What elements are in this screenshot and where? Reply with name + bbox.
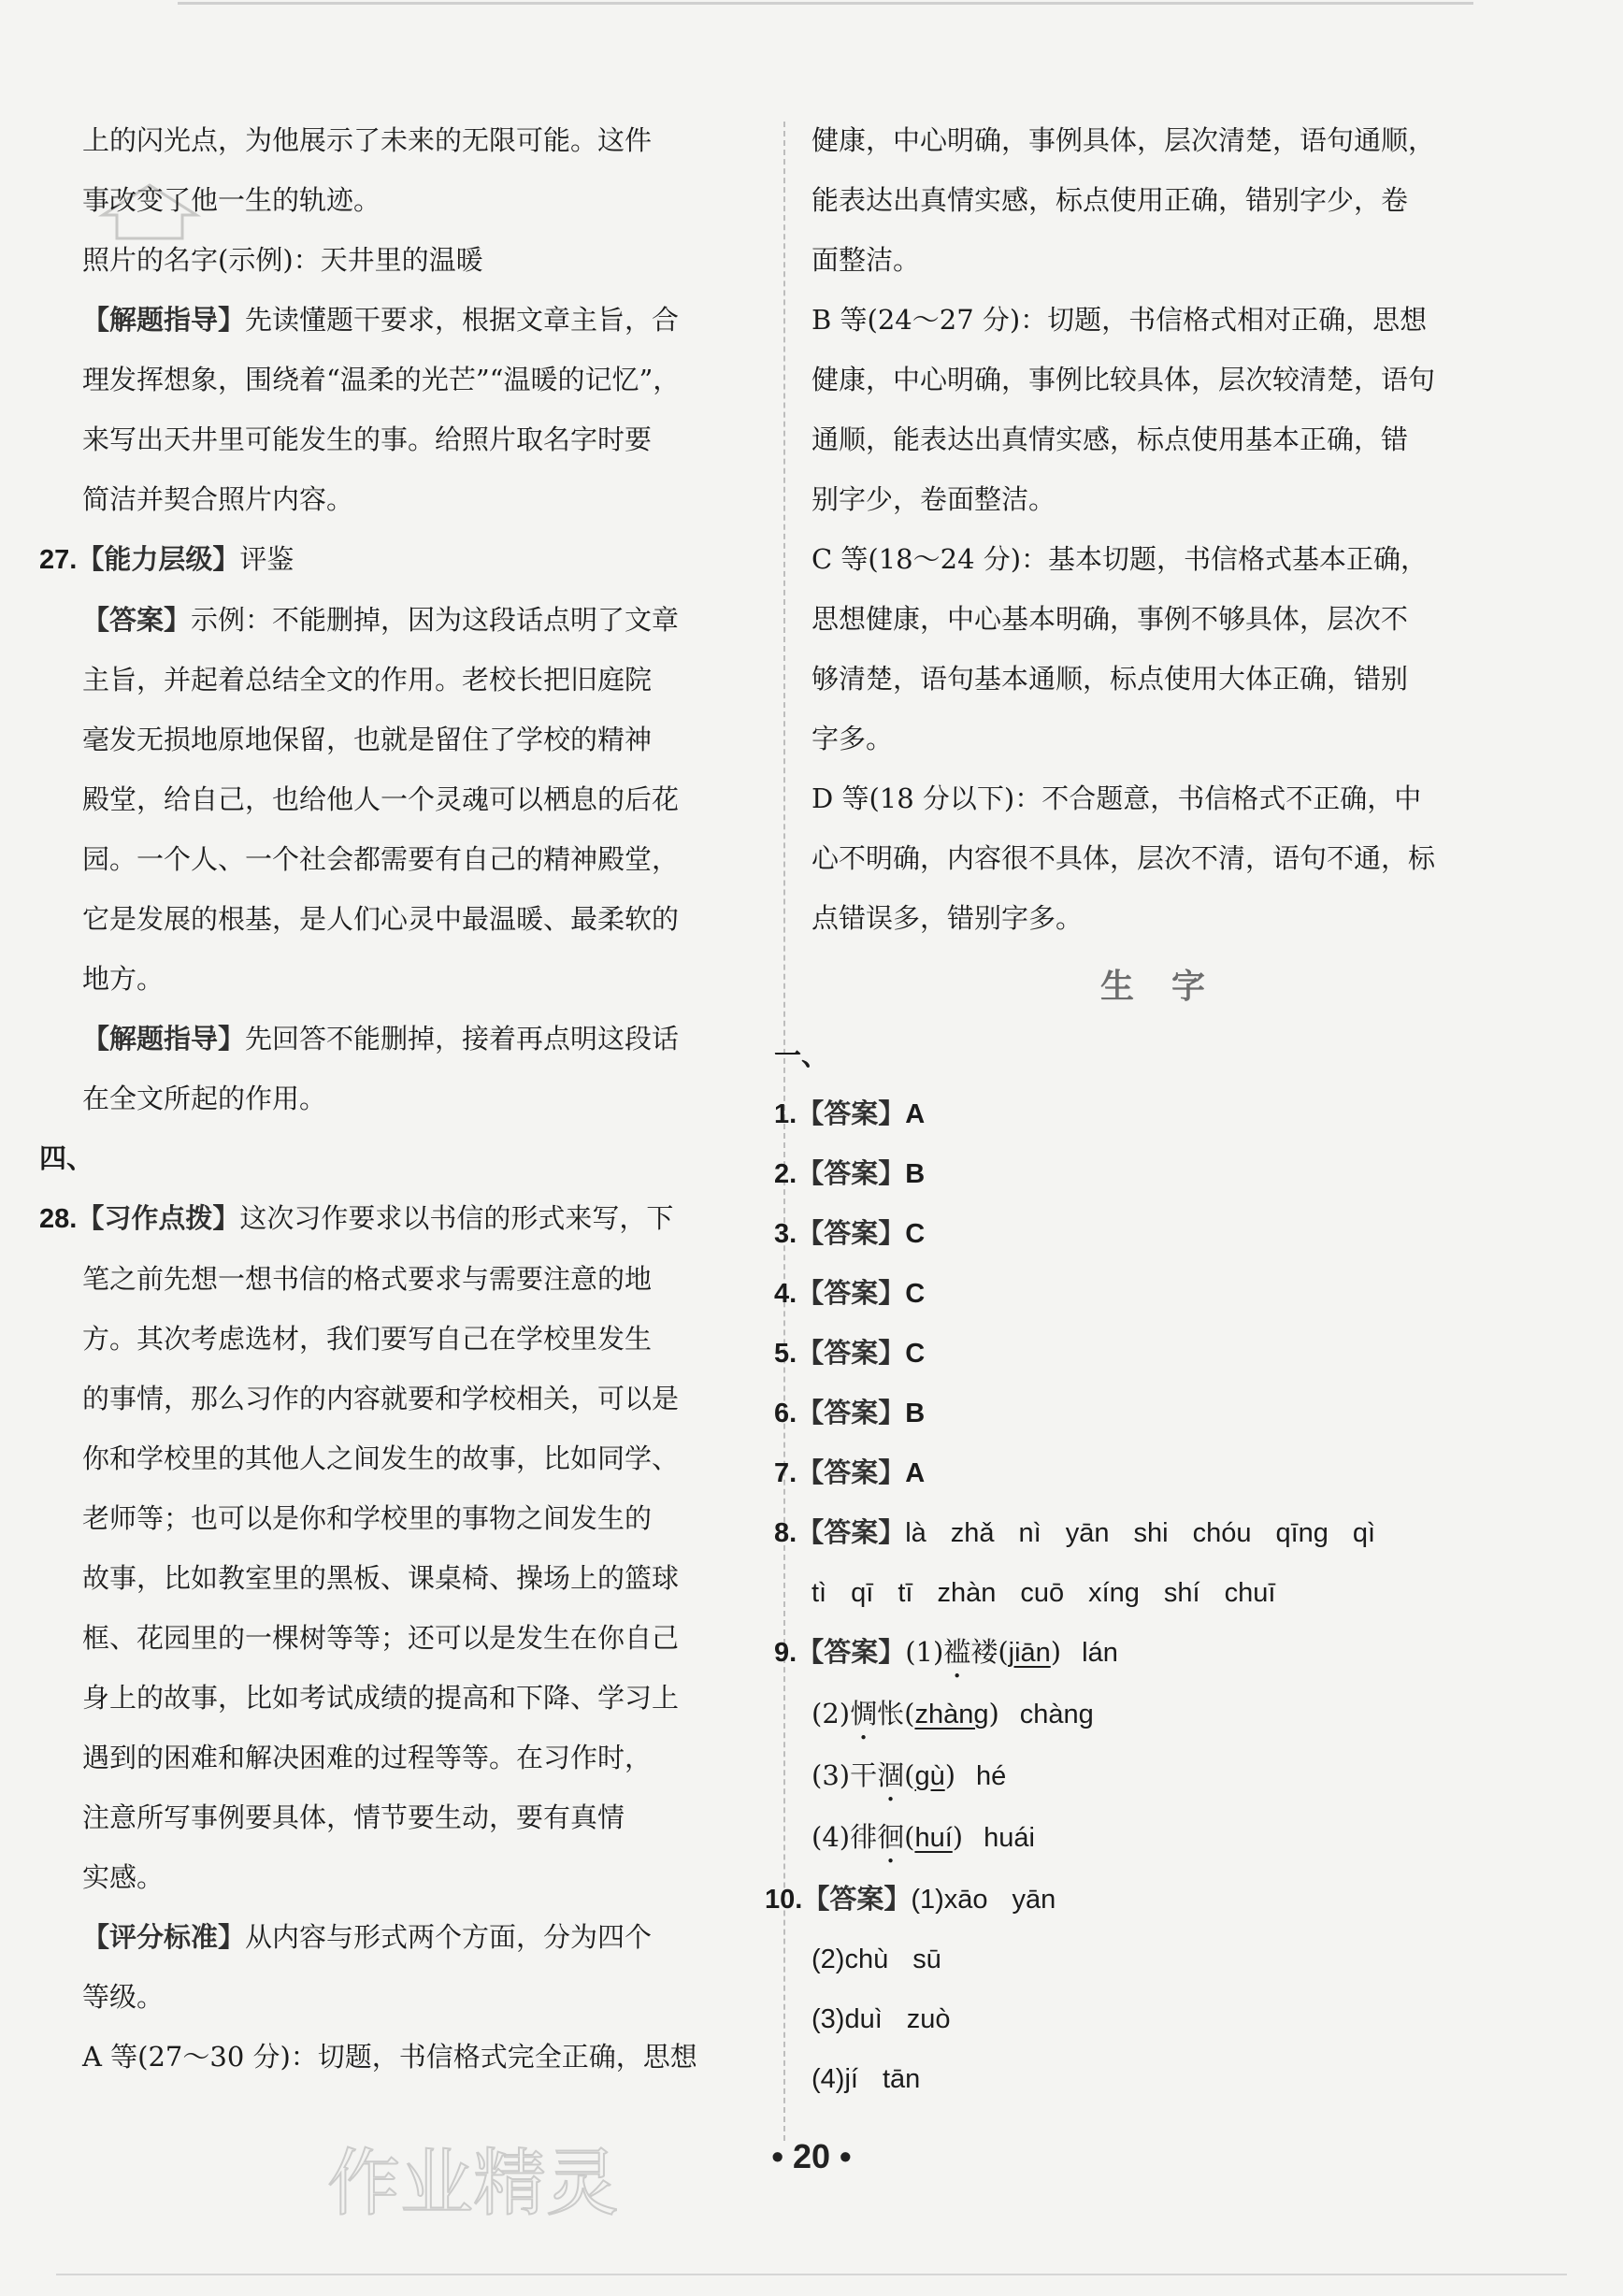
guide-text: 先读懂题干要求，根据文章主旨，合 — [245, 304, 680, 336]
answer-tag: 【答案】 — [797, 1636, 906, 1668]
pinyin: qì — [1352, 1518, 1376, 1548]
answer-row — [774, 1384, 1494, 1443]
text-line: 来写出天井里可能发生的事。给照片取名字时要 — [82, 423, 653, 455]
pinyin: tì — [812, 1578, 827, 1608]
pinyin: qīng — [1275, 1518, 1329, 1548]
grade-b-line: B 等(24～27 分)：切题，书信格式相对正确，思想 — [812, 304, 1428, 336]
guide-tag: 【解题指导】 — [82, 1023, 246, 1055]
pinyin: cuō — [1020, 1578, 1065, 1608]
watermark-logo — [318, 2122, 617, 2234]
text-line: 主旨，并起着总结全文的作用。老校长把旧庭院 — [82, 664, 653, 696]
text-line: 别字少，卷面整洁。 — [812, 483, 1056, 515]
answer-tag: 【答案】 — [797, 1217, 906, 1249]
text-line: 的事情，那么习作的内容就要和学校相关，可以是 — [82, 1383, 680, 1414]
text-line: 字多。 — [812, 723, 894, 754]
grade-d-line: D 等(18 分以下)：不合题意，书信格式不正确，中 — [812, 782, 1422, 814]
text-line: 理发挥想象，围绕着“温柔的光芒”“温暖的记忆”， — [82, 364, 681, 395]
question-number: 8. — [774, 1518, 797, 1548]
question-number: 6. — [774, 1399, 797, 1428]
text-line: 点错误多，错别字多。 — [812, 902, 1084, 934]
section-title: 生字 — [1099, 968, 1242, 1006]
pinyin-wrong: gù — [914, 1761, 945, 1791]
text-line: 遇到的困难和解决困难的过程等等。在习作时， — [82, 1742, 653, 1773]
text-line: 简洁并契合照片内容。 — [82, 483, 354, 515]
text-line: 它是发展的根基，是人们心灵中最温暖、最柔软的 — [82, 903, 680, 935]
answer-text: 示例：不能删掉，因为这段话点明了文章 — [191, 604, 680, 636]
marked-char: 徊( — [877, 1821, 915, 1853]
pinyin: shi — [1133, 1518, 1169, 1548]
answer-tag: 【答案】 — [82, 604, 192, 636]
answers-list — [774, 1084, 1494, 1503]
pinyin-wrong: huí — [914, 1823, 953, 1853]
grading-text: 从内容与形式两个方面，分为四个 — [245, 1921, 653, 1953]
answer-row — [774, 1264, 1494, 1324]
ability-tag: 【能力层级】 — [77, 543, 240, 575]
pinyin-answer: yān — [1012, 1885, 1056, 1915]
pinyin-answer: (2)chù — [812, 1944, 889, 1974]
guide-text: 先回答不能删掉，接着再点明这段话 — [245, 1023, 680, 1055]
pinyin-answer: sū — [912, 1944, 941, 1974]
answer-row — [774, 1443, 1494, 1503]
text-line: 健康，中心明确，事例比较具体，层次较清楚，语句 — [812, 364, 1436, 395]
grading-tag: 【评分标准】 — [82, 1921, 246, 1953]
pinyin: yān — [1065, 1518, 1110, 1548]
text-line: 园。一个人、一个社会都需要有自己的精神殿堂， — [82, 843, 680, 875]
answer-choice: C — [905, 1219, 926, 1249]
answer-choice: B — [905, 1399, 926, 1428]
answer-choice: C — [905, 1339, 926, 1369]
pinyin: là — [905, 1518, 926, 1548]
pinyin-answer: (4)jí — [812, 2064, 858, 2094]
pinyin-answer: zuò — [906, 2004, 951, 2034]
question-number: 9. — [774, 1638, 797, 1668]
question-number: 3. — [774, 1219, 797, 1249]
question-number: 27. — [39, 545, 78, 575]
question-number: 7. — [774, 1458, 797, 1488]
close-paren: ) — [1050, 1636, 1062, 1668]
word-char: 徘 — [850, 1821, 878, 1853]
text-line: 心不明确，内容很不具体，层次不清，语句不通，标 — [812, 842, 1436, 874]
part-heading: 一、 — [774, 1040, 829, 1071]
answer-choice: C — [905, 1279, 926, 1309]
text-line: 通顺，能表达出真情实感，标点使用基本正确，错 — [812, 423, 1409, 455]
top-rule — [178, 2, 1473, 5]
text-line: 殿堂，给自己，也给他人一个灵魂可以栖息的后花 — [82, 783, 680, 815]
word-char: 褛( — [970, 1636, 1009, 1668]
pinyin: tī — [898, 1578, 913, 1608]
text-line: 思想健康，中心基本明确，事例不够具体，层次不 — [812, 603, 1409, 635]
watermark-text: 作业精灵 — [327, 2142, 617, 2226]
pinyin: zhǎ — [950, 1518, 995, 1548]
text-line: 能表达出真情实感，标点使用正确，错别字少，卷 — [812, 184, 1409, 216]
answer-row — [774, 1204, 1494, 1264]
text-line: 注意所写事例要具体，情节要生动，要有真情 — [82, 1801, 625, 1833]
item-label: (2) — [812, 1698, 851, 1729]
text-line: 在全文所起的作用。 — [82, 1083, 327, 1114]
pinyin-row — [905, 1516, 1400, 1548]
marked-char: 涸( — [877, 1759, 915, 1791]
text-line: 身上的故事，比如考试成绩的提高和下降、学习上 — [82, 1682, 680, 1714]
answer-tag: 【答案】 — [797, 1397, 906, 1428]
text-line: 面整洁。 — [812, 244, 921, 276]
pinyin-answer: tān — [882, 2064, 921, 2094]
answer-row — [774, 1144, 1494, 1204]
text-line: 老师等；也可以是你和学校里的事物之间发生的 — [82, 1502, 653, 1534]
word-char: 干 — [850, 1759, 878, 1791]
text-line: 事改变了他一生的轨迹。 — [82, 184, 381, 216]
marked-char: 惆 — [850, 1698, 878, 1729]
text-line: 你和学校里的其他人之间发生的故事，比如同学、 — [82, 1442, 680, 1474]
text-line: 笔之前先想一想书信的格式要求与需要注意的地 — [82, 1263, 653, 1295]
writing-tip-tag: 【习作点拨】 — [77, 1202, 240, 1234]
pinyin-correct: lán — [1082, 1638, 1118, 1668]
photo-name-example: 照片的名字(示例)：天井里的温暖 — [82, 244, 483, 276]
text-line: 故事，比如教室里的黑板、课桌椅、操场上的篮球 — [82, 1562, 680, 1594]
pinyin: chuī — [1224, 1578, 1276, 1608]
question-number: 10. — [765, 1885, 803, 1915]
page-number: • 20 • — [771, 2137, 852, 2175]
answer-tag: 【答案】 — [797, 1457, 906, 1488]
pinyin-wrong: jiān — [1008, 1638, 1051, 1668]
marked-char: 褴 — [943, 1636, 971, 1668]
pinyin: xíng — [1088, 1578, 1140, 1608]
text-line: 框、花园里的一棵树等等；还可以是发生在你自己 — [82, 1622, 680, 1654]
answer-tag: 【答案】 — [797, 1098, 906, 1129]
text-line: 等级。 — [82, 1981, 165, 2013]
close-paren: ) — [988, 1698, 999, 1729]
answer-tag: 【答案】 — [802, 1883, 912, 1915]
text-line: 够清楚，语句基本通顺，标点使用大体正确，错别 — [812, 663, 1409, 695]
grade-c-line: C 等(18～24 分)：基本切题，书信格式基本正确， — [812, 543, 1429, 575]
grade-a-line: A 等(27～30 分)：切题，书信格式完全正确，思想 — [82, 2041, 697, 2073]
text-line: 地方。 — [82, 963, 165, 995]
section-heading: 四、 — [39, 1142, 94, 1174]
text-line: 毫发无损地原地保留，也就是留住了学校的精神 — [82, 724, 653, 755]
question-number: 28. — [39, 1204, 78, 1234]
text-line: 上的闪光点，为他展示了未来的无限可能。这件 — [82, 124, 653, 156]
word-char: 怅( — [877, 1698, 915, 1729]
pinyin-correct: huái — [984, 1823, 1035, 1853]
pinyin-wrong: zhàng — [914, 1700, 989, 1729]
pinyin-row — [812, 1576, 1300, 1608]
close-paren: ) — [952, 1821, 964, 1853]
question-number: 2. — [774, 1159, 797, 1189]
answer-tag: 【答案】 — [797, 1516, 906, 1548]
pinyin: chóu — [1192, 1518, 1252, 1548]
watermark-icon — [318, 2122, 617, 2234]
pinyin: qī — [851, 1578, 874, 1608]
pinyin-correct: hé — [976, 1761, 1007, 1791]
question-number: 4. — [774, 1279, 797, 1309]
pinyin-correct: chàng — [1019, 1700, 1094, 1729]
text-line: 方。其次考虑选材，我们要写自己在学校里发生 — [82, 1323, 653, 1355]
text-line: 健康，中心明确，事例具体，层次清楚，语句通顺， — [812, 124, 1436, 156]
question-number: 5. — [774, 1339, 797, 1369]
answer-choice: A — [905, 1458, 926, 1488]
bottom-rule — [56, 2274, 1567, 2275]
item-label: (3) — [812, 1759, 851, 1791]
pinyin: nì — [1018, 1518, 1041, 1548]
right-column — [765, 110, 1494, 2109]
answer-choice: B — [905, 1159, 926, 1189]
text-line: 实感。 — [82, 1861, 165, 1893]
answer-tag: 【答案】 — [797, 1337, 906, 1369]
answer-tag: 【答案】 — [797, 1277, 906, 1309]
guide-tag: 【解题指导】 — [82, 304, 246, 336]
answer-tag: 【答案】 — [797, 1157, 906, 1189]
item-label: (4) — [812, 1821, 851, 1853]
left-column — [39, 110, 748, 2087]
question-number: 1. — [774, 1099, 797, 1129]
pinyin: shí — [1163, 1578, 1200, 1608]
answer-row — [774, 1324, 1494, 1384]
item-label: (1) — [905, 1636, 944, 1668]
pinyin-answer: (1)xāo — [911, 1885, 988, 1915]
pinyin-answer: (3)duì — [812, 2004, 883, 2034]
ability-level: 评鉴 — [239, 543, 294, 575]
pinyin: zhàn — [937, 1578, 997, 1608]
writing-tip-text: 这次习作要求以书信的形式来写，下 — [239, 1202, 674, 1234]
answer-row — [774, 1084, 1494, 1144]
close-paren: ) — [944, 1759, 956, 1791]
answer-choice: A — [905, 1099, 926, 1129]
